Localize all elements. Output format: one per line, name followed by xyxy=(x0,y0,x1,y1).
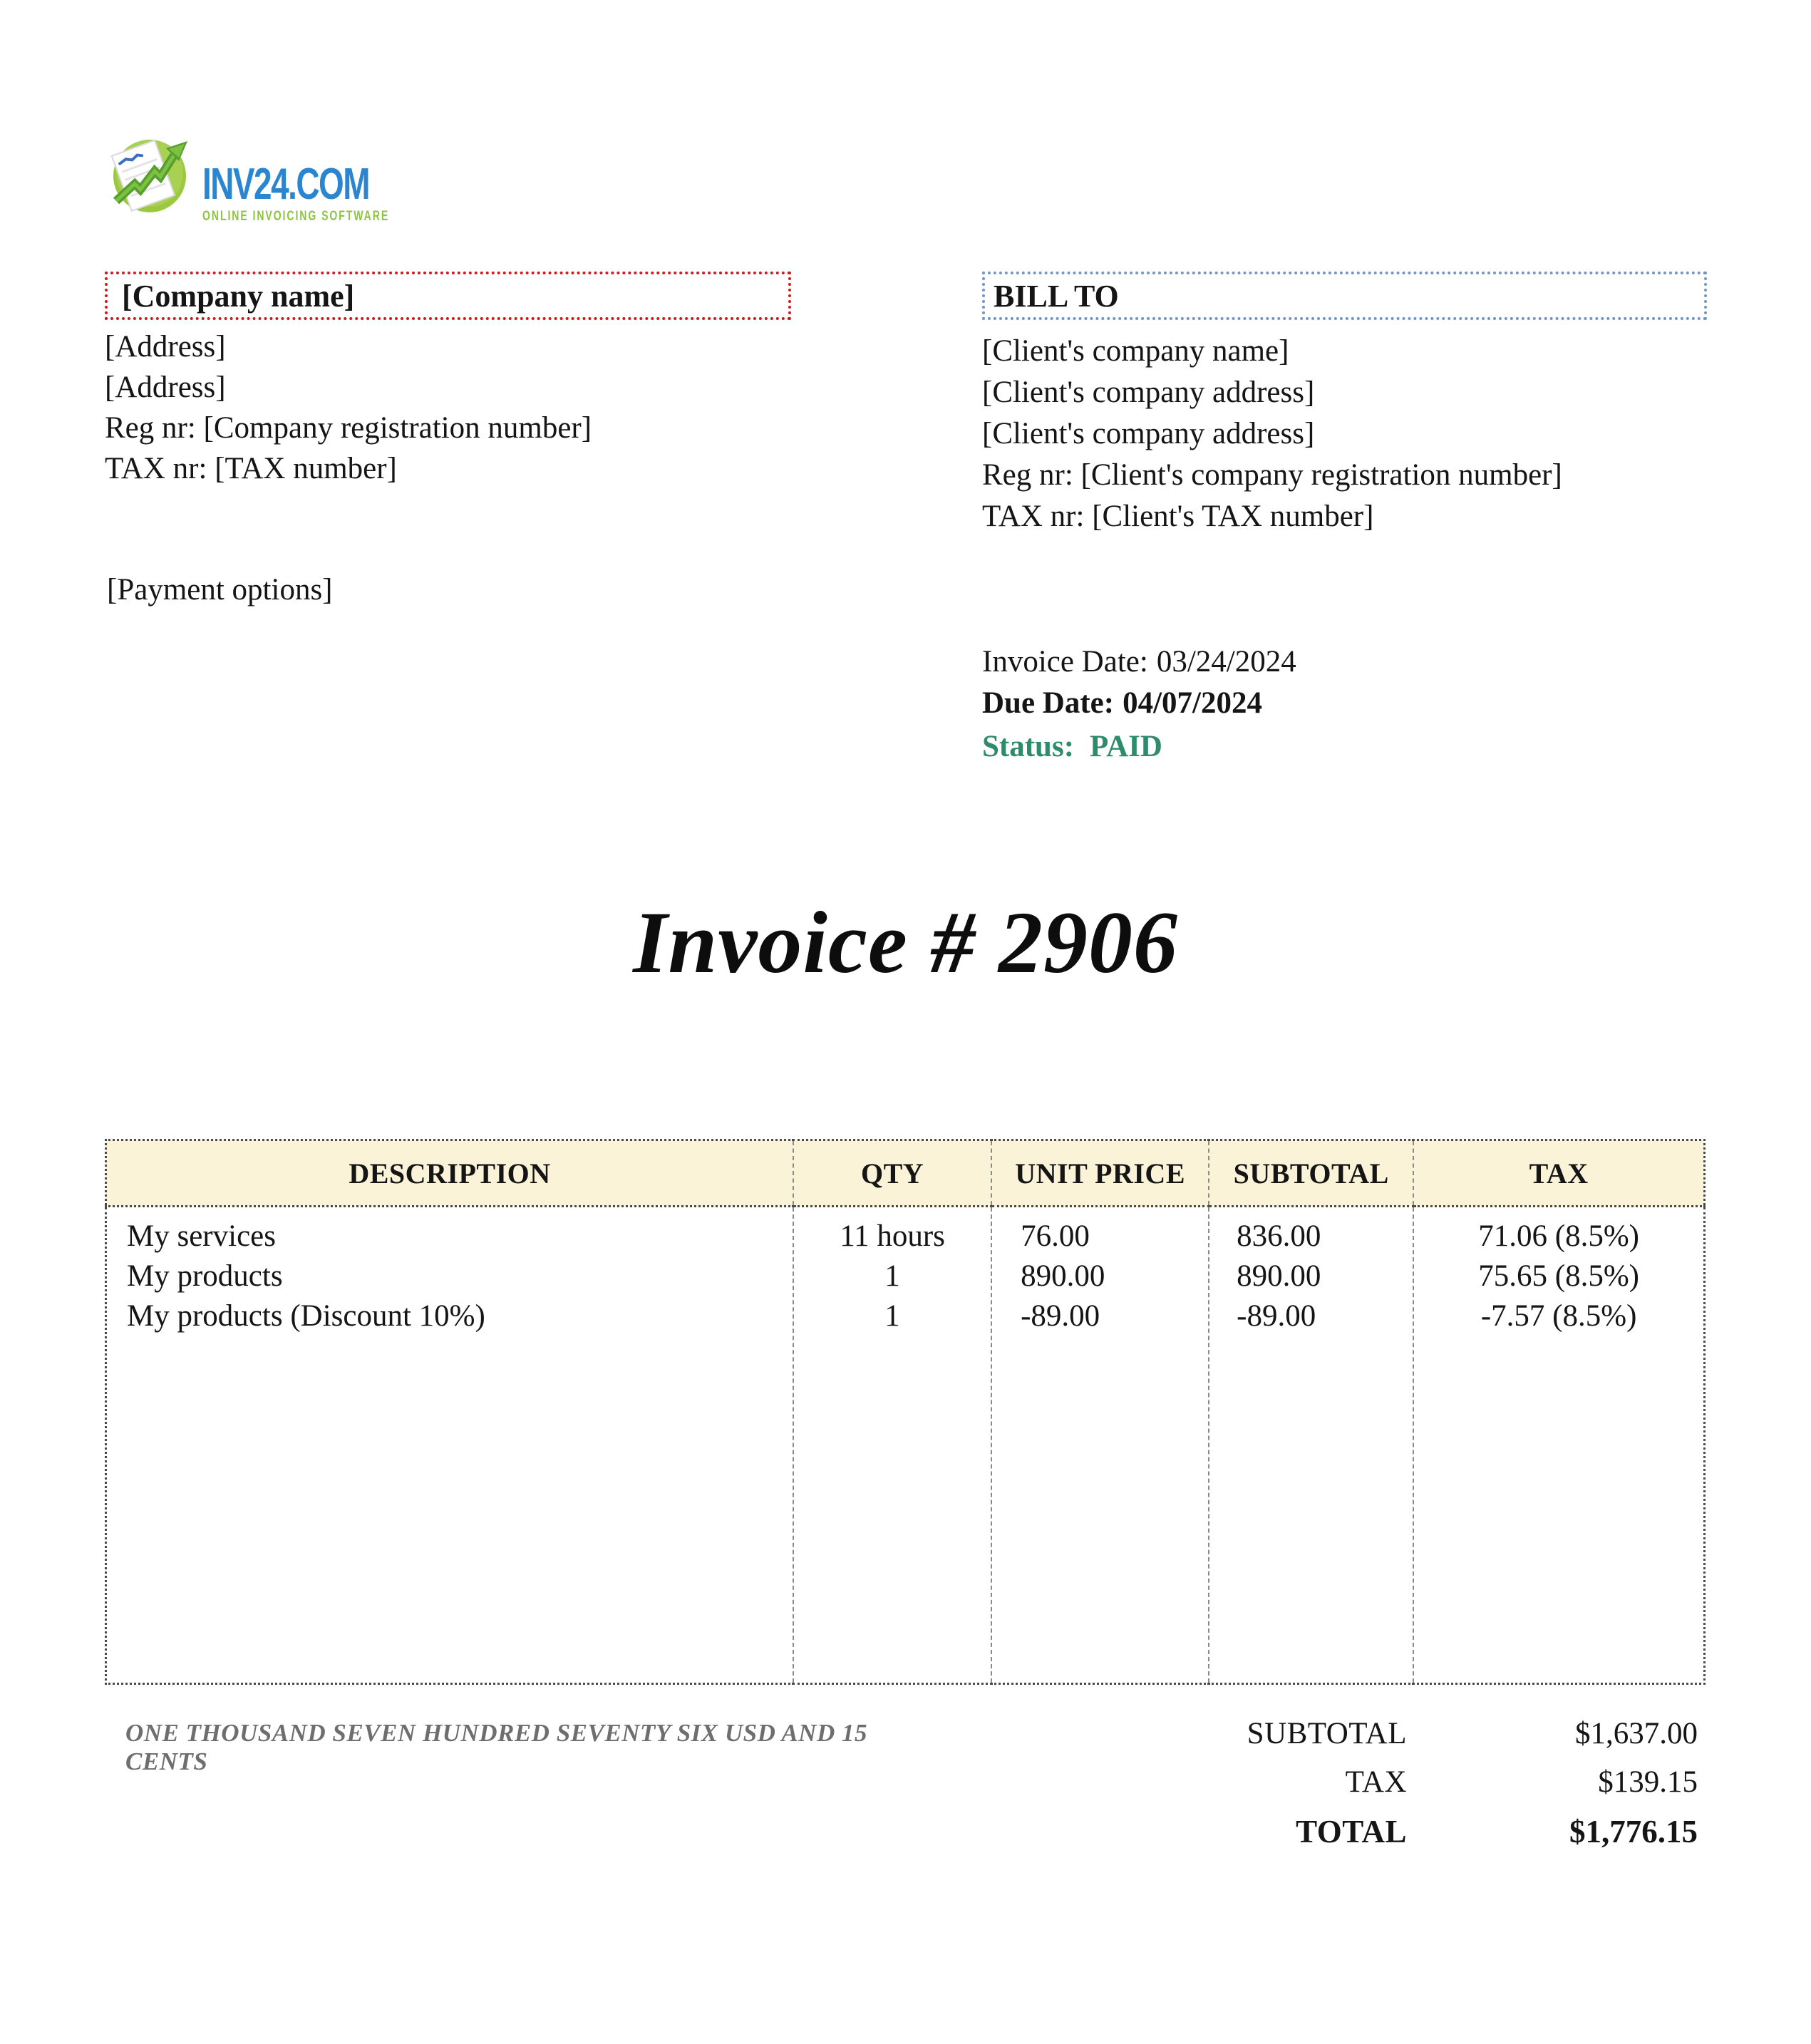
row-3-unit-price: -89.00 xyxy=(1021,1299,1100,1333)
tax-row xyxy=(982,1765,1698,1800)
seller-tax-nr: TAX nr: [TAX number] xyxy=(105,452,397,485)
row-2-subtotal: 890.00 xyxy=(1237,1259,1321,1293)
row-2-qty: 1 xyxy=(884,1259,900,1293)
items-table xyxy=(105,1139,1706,1685)
client-reg-nr: Reg nr: [Client's company registration number] xyxy=(982,458,1562,492)
row-1-subtotal: 836.00 xyxy=(1237,1219,1321,1253)
invoice-date-label: Invoice Date: xyxy=(982,645,1148,678)
invoice-meta xyxy=(982,641,1296,768)
seller-address-2: [Address] xyxy=(105,371,226,404)
row-1-description: My services xyxy=(127,1219,276,1253)
brand-name: INV24.COM xyxy=(202,160,369,209)
seller-address-1: [Address] xyxy=(105,330,226,363)
total-row xyxy=(982,1813,1698,1850)
col-header-tax: TAX xyxy=(1413,1140,1704,1207)
totals-block xyxy=(982,1716,1698,1864)
seller-address-lines xyxy=(105,326,791,489)
subtotal-value: $1,637.00 xyxy=(1575,1717,1698,1750)
description-column xyxy=(106,1207,793,1684)
status-row xyxy=(982,726,1296,768)
brand-tagline: ONLINE INVOICING SOFTWARE xyxy=(202,209,390,224)
row-3-description: My products (Discount 10%) xyxy=(127,1299,485,1333)
col-header-qty: QTY xyxy=(793,1140,991,1207)
due-date-label: Due Date: xyxy=(982,686,1115,720)
row-2-unit-price: 890.00 xyxy=(1021,1259,1105,1293)
amount-in-words: ONE THOUSAND SEVEN HUNDRED SEVENTY SIX USD AND 15 CENTS xyxy=(125,1719,867,1775)
row-1-unit-price: 76.00 xyxy=(1021,1219,1090,1253)
due-date-row xyxy=(982,683,1296,724)
tax-value: $139.15 xyxy=(1598,1765,1698,1799)
page-title: Invoice # 2906 xyxy=(633,894,1178,991)
company-name: [Company name] xyxy=(122,278,355,314)
inv24-logo-icon xyxy=(104,134,198,214)
table-body xyxy=(106,1207,1705,1684)
row-3-subtotal: -89.00 xyxy=(1237,1299,1316,1333)
payment-options: [Payment options] xyxy=(107,573,333,607)
client-company-name: [Client's company name] xyxy=(982,334,1289,368)
subtotal-column xyxy=(1209,1207,1413,1684)
row-3-qty: 1 xyxy=(884,1299,900,1333)
client-address-1: [Client's company address] xyxy=(982,376,1315,409)
row-1-tax: 71.06 (8.5%) xyxy=(1478,1219,1639,1253)
billto-header-box[interactable] xyxy=(982,272,1707,320)
subtotal-label: SUBTOTAL xyxy=(1247,1717,1407,1750)
client-tax-nr: TAX nr: [Client's TAX number] xyxy=(982,500,1374,533)
billto-header: BILL TO xyxy=(994,278,1119,314)
status-badge: PAID xyxy=(1090,730,1162,763)
row-2-tax: 75.65 (8.5%) xyxy=(1478,1259,1639,1293)
invoice-date-value: 03/24/2024 xyxy=(1156,645,1296,678)
row-1-qty: 11 hours xyxy=(840,1219,945,1253)
col-header-subtotal: SUBTOTAL xyxy=(1209,1140,1413,1207)
seller-reg-nr: Reg nr: [Company registration number] xyxy=(105,411,592,445)
billto-block xyxy=(982,272,1707,537)
total-value: $1,776.15 xyxy=(1569,1814,1698,1849)
status-label: Status: xyxy=(982,730,1075,763)
client-address-2: [Client's company address] xyxy=(982,417,1315,450)
row-3-tax: -7.57 (8.5%) xyxy=(1480,1299,1637,1333)
invoice-date-row xyxy=(982,641,1296,683)
unit-price-column xyxy=(991,1207,1209,1684)
row-2-description: My products xyxy=(127,1259,283,1293)
qty-column xyxy=(793,1207,991,1684)
billto-address-lines xyxy=(982,331,1707,537)
logo xyxy=(104,134,455,224)
logo-text xyxy=(202,162,389,224)
col-header-unit-price: UNIT PRICE xyxy=(991,1140,1209,1207)
company-name-box[interactable] xyxy=(105,272,791,320)
table-header-row xyxy=(106,1140,1705,1207)
seller-block xyxy=(105,272,791,489)
subtotal-row xyxy=(982,1716,1698,1751)
tax-column xyxy=(1413,1207,1704,1684)
total-label: TOTAL xyxy=(1296,1814,1407,1849)
tax-label: TAX xyxy=(1345,1765,1407,1799)
due-date-value: 04/07/2024 xyxy=(1123,686,1262,720)
col-header-description: DESCRIPTION xyxy=(106,1140,793,1207)
